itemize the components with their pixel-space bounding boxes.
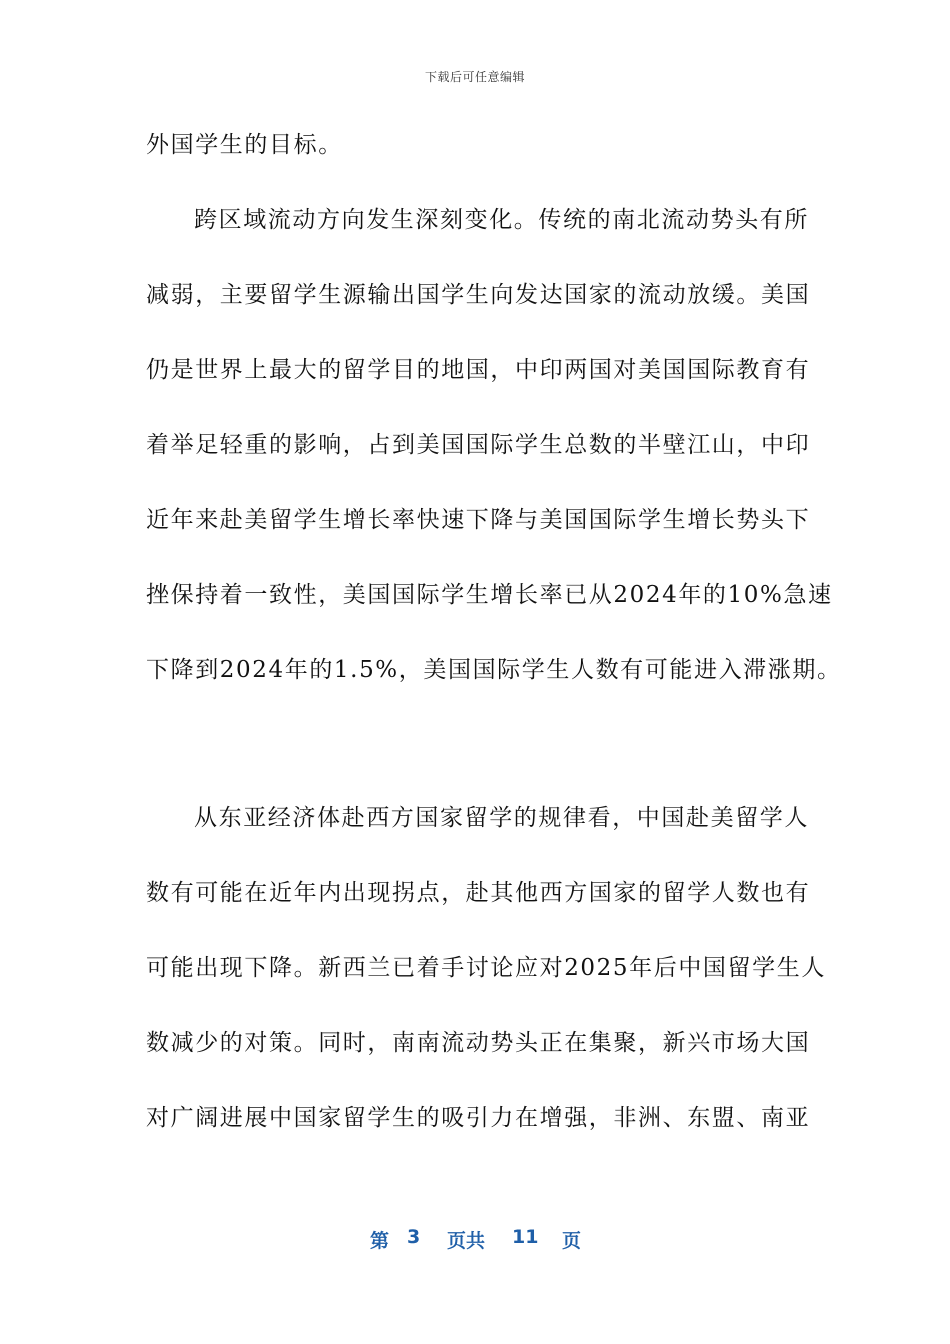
- body-line-11: 可能出现下降。新西兰已着手讨论应对2025年后中国留学生人: [146, 955, 826, 981]
- body-line-10: 数有可能在近年内出现拐点，赴其他西方国家的留学人数也有: [146, 880, 811, 906]
- footer-page-suffix: 页: [562, 1230, 582, 1252]
- body-line-8: 下降到2024年的1.5%，美国国际学生人数有可能进入滞涨期。: [146, 657, 842, 683]
- footer-page-prefix: 第: [370, 1230, 390, 1252]
- header-note: 下载后可任意编辑: [424, 70, 525, 84]
- body-line-2: 跨区域流动方向发生深刻变化。传统的南北流动势头有所: [194, 207, 809, 233]
- body-line-7: 挫保持着一致性，美国国际学生增长率已从2024年的10%急速: [146, 582, 833, 608]
- body-line-13: 对广阔进展中国家留学生的吸引力在增强，非洲、东盟、南亚: [146, 1105, 811, 1131]
- footer-total-pages: 11: [512, 1226, 539, 1248]
- body-line-1: 外国学生的目标。: [146, 132, 343, 158]
- body-line-12: 数减少的对策。同时，南南流动势头正在集聚，新兴市场大国: [146, 1030, 811, 1056]
- footer-page-number: 3: [407, 1226, 421, 1248]
- body-line-4: 仍是世界上最大的留学目的地国，中印两国对美国国际教育有: [146, 357, 811, 383]
- body-line-3: 减弱，主要留学生源输出国学生向发达国家的流动放缓。美国: [146, 282, 811, 308]
- footer-page-mid: 页共: [447, 1230, 486, 1252]
- body-line-9: 从东亚经济体赴西方国家留学的规律看，中国赴美留学人: [194, 805, 809, 831]
- page-footer: [0, 1226, 950, 1252]
- body-line-6: 近年来赴美留学生增长率快速下降与美国国际学生增长势头下: [146, 507, 811, 533]
- body-line-5: 着举足轻重的影响，占到美国国际学生总数的半壁江山，中印: [146, 432, 811, 458]
